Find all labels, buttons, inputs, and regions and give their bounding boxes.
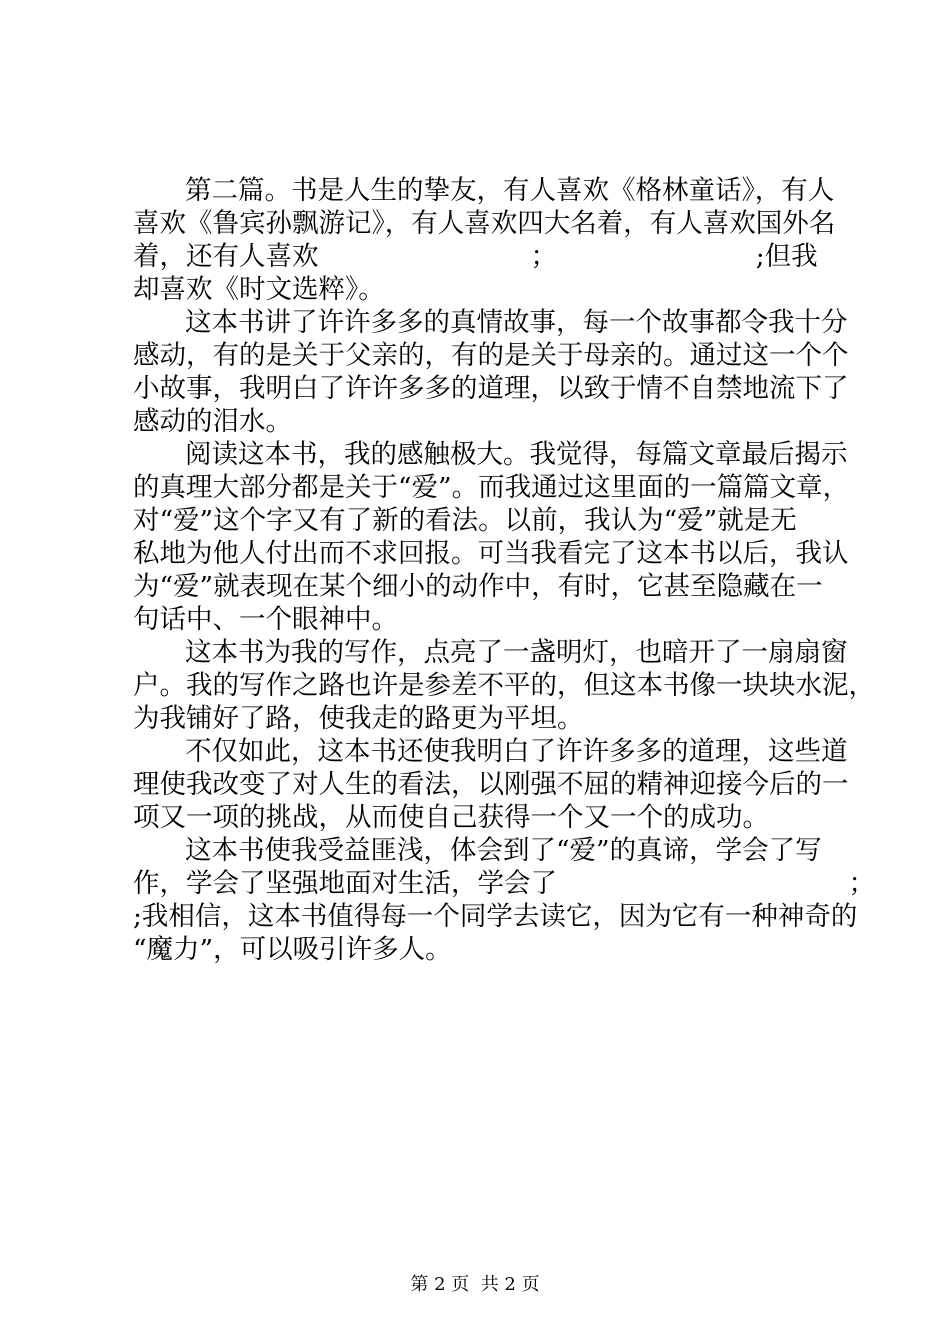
text-line: 第二篇。书是人生的挚友，有人喜欢《格林童话》，有人	[185, 175, 835, 206]
text-line: 句话中、一个眼神中。	[133, 604, 398, 635]
text-line: “魔力”，可以吸引许多人。	[133, 934, 452, 965]
text-line: 为“爱”就表现在某个细小的动作中，有时，它甚至隐藏在一	[133, 571, 823, 602]
text-line: 小故事，我明白了许许多多的道理，以致于情不自禁地流下了	[133, 373, 849, 404]
text-line: 这本书讲了许许多多的真情故事，每一个故事都令我十分	[185, 307, 848, 338]
text-line: ;我相信，这本书值得每一个同学去读它，因为它有一种神奇的	[133, 901, 858, 932]
text-line: 不仅如此，这本书还使我明白了许许多多的道理，这些道	[185, 736, 848, 767]
page-footer: 第 2 页 共 2 页	[410, 1274, 540, 1295]
text-line: 着，还有人喜欢 ； ;但我	[133, 241, 818, 272]
text-line: 私地为他人付出而不求回报。可当我看完了这本书以后，我认	[133, 538, 849, 569]
text-line: 的真理大部分都是关于“爱”。而我通过这里面的一篇篇文章，	[133, 472, 850, 503]
text-line: 为我铺好了路，使我走的路更为平坦。	[133, 703, 584, 734]
text-line: 项又一项的挑战，从而使自己获得一个又一个的成功。	[133, 802, 769, 833]
text-line: 却喜欢《时文选粹》。	[133, 274, 385, 305]
text-line: 感动，有的是关于父亲的，有的是关于母亲的。通过这一个个	[133, 340, 849, 371]
text-line: 对“爱”这个字又有了新的看法。以前，我认为“爱”就是无	[133, 505, 797, 536]
text-line: 作，学会了坚强地面对生活，学会了 ；	[133, 868, 875, 899]
text-line: 这本书为我的写作，点亮了一盏明灯，也暗开了一扇扇窗	[185, 637, 848, 668]
text-line: 这本书使我受益匪浅，体会到了“爱”的真谛，学会了写	[185, 835, 822, 866]
text-line: 喜欢《鲁宾孙飘游记》，有人喜欢四大名着，有人喜欢国外名	[133, 208, 836, 239]
text-line: 户。我的写作之路也许是参差不平的，但这本书像一块块水泥，	[133, 670, 875, 701]
text-line: 感动的泪水。	[133, 406, 292, 437]
text-line: 阅读这本书，我的感触极大。我觉得，每篇文章最后揭示	[185, 439, 848, 470]
text-line: 理使我改变了对人生的看法，以刚强不屈的精神迎接今后的一	[133, 769, 849, 800]
